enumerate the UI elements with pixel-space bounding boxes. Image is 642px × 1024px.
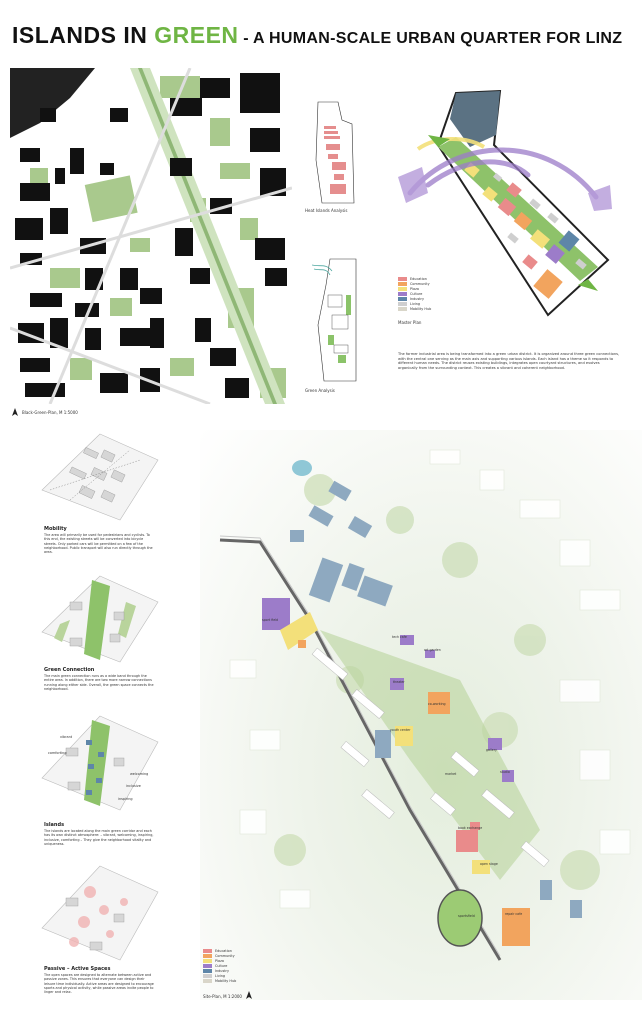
legend-swatch: [203, 959, 212, 963]
site-plan-map: [200, 430, 642, 1000]
legend-swatch: [398, 277, 407, 281]
north-arrow-icon: [246, 991, 252, 999]
legend-label: Living: [410, 301, 421, 306]
siteplan-label: studio: [500, 770, 510, 774]
legend-item: [203, 948, 236, 953]
legend-swatch: [398, 297, 407, 301]
siteplan-label: open stage: [480, 862, 498, 866]
north-arrow-icon: [12, 408, 18, 416]
green-connection-diagram: [40, 572, 160, 664]
master-plan-legend: [398, 276, 431, 311]
diagram-heading-green-connection: Green Connection: [44, 667, 95, 673]
green-analysis-caption: Green Analysis: [305, 388, 335, 393]
intro-text: The former industrial area is being transformed into a green urban district. It is organized around three green connections, with the central one serving as the main axis and supporting various islands. Each island has a theme so it responds to different human needs. The district reuses existing buildings, integrates open courtyard structures, and evolves organically from the surrounding context. This creates a vibrant and coherent neighborhood.: [398, 352, 620, 370]
siteplan-label: book exchange: [458, 826, 483, 830]
title-part-1: ISLANDS IN: [12, 22, 155, 48]
heat-islands-diagram: [312, 100, 358, 205]
legend-swatch: [398, 287, 407, 291]
legend-item: [398, 276, 431, 281]
green-analysis-diagram: [312, 255, 360, 383]
island-label-comforting: comforting: [48, 751, 67, 755]
legend-item: [398, 281, 431, 286]
legend-swatch: [203, 964, 212, 968]
legend-item: [398, 306, 431, 311]
passive-active-diagram: [40, 862, 160, 962]
black-green-plan-svg: [10, 68, 292, 404]
legend-label: Community: [215, 953, 235, 958]
legend-swatch: [203, 954, 212, 958]
diagram-text-passive-active: The open spaces are designed to alternate between active and passive zones. This ensures that everyone can design their leisure time individually. Active areas are designed to encourage sports and physical activity, while passive areas invite people to linger and relax.: [44, 973, 154, 995]
legend-label: Industry: [215, 968, 229, 973]
legend-swatch: [398, 292, 407, 296]
islands-diagram: [40, 712, 160, 812]
diagram-text-green-connection: The main green connection runs as a wide band through the entire area. In addition, there are two more narrow connections running along either side. Overall, the green space connects the neighborhood.: [44, 674, 154, 691]
diagram-text-islands: The islands are located along the main green corridor and each has its own distinct atmosphere: – vibrant, welcoming, inspiring, inclusive, comforting – They give the neighborhood vitality and uniqueness.: [44, 829, 154, 846]
legend-item: [203, 978, 236, 983]
island-label-welcoming: welcoming: [130, 772, 149, 776]
legend-swatch: [398, 282, 407, 286]
siteplan-label: art garden: [424, 648, 441, 652]
siteplan-label: market: [445, 772, 457, 776]
legend-label: Education: [410, 276, 427, 281]
legend-label: Education: [215, 948, 232, 953]
legend-label: Living: [215, 973, 226, 978]
legend-swatch: [398, 302, 407, 306]
site-plan-legend: [203, 948, 236, 983]
black-green-plan-map: [10, 68, 292, 404]
legend-swatch: [203, 969, 212, 973]
diagram-heading-passive-active: Passive – Active Spaces: [44, 966, 111, 972]
legend-label: Community: [410, 281, 430, 286]
siteplan-label: sport field: [262, 618, 279, 622]
site-plan-caption: Site-Plan, M 1:2000: [203, 994, 242, 999]
legend-swatch: [203, 949, 212, 953]
siteplan-label: youth center: [390, 728, 411, 732]
island-label-inspiring: inspiring: [118, 797, 133, 801]
siteplan-label: co-working: [428, 702, 446, 706]
island-label-vibrant: vibrant: [60, 735, 73, 739]
legend-item: [203, 953, 236, 958]
legend-label: Culture: [410, 291, 423, 296]
legend-swatch: [203, 979, 212, 983]
diagram-heading-islands: Islands: [44, 822, 65, 828]
legend-label: Culture: [215, 963, 228, 968]
legend-label: Plaza: [410, 286, 419, 291]
diagram-text-mobility: The area will primarily be used for pedestrians and cyclists. To this end, the existing streets will be converted into bicycle streets. Only parked cars will be permitted on a few of the neighborhood. Public transport will also run directly through the area.: [44, 533, 153, 555]
siteplan-label: theater: [393, 680, 405, 684]
master-plan-caption: Master Plan: [398, 320, 422, 325]
siteplan-label: gallery: [486, 748, 497, 752]
heat-islands-caption: Heat Islands Analysis: [305, 208, 348, 213]
legend-swatch: [203, 974, 212, 978]
diagram-heading-mobility: Mobility: [44, 526, 67, 532]
siteplan-label: sportsfield: [458, 914, 475, 918]
site-plan-svg: [200, 430, 642, 1000]
title-part-3: - A HUMAN-SCALE URBAN QUARTER FOR LINZ: [238, 30, 623, 47]
siteplan-label: tech cafe: [392, 635, 407, 639]
siteplan-label: repair cafe: [505, 912, 523, 916]
legend-label: Mobility Hub: [410, 306, 432, 311]
title-part-2: GREEN: [154, 22, 239, 48]
legend-label: Industry: [410, 296, 424, 301]
legend-swatch: [398, 307, 407, 311]
mobility-diagram: [40, 430, 160, 522]
legend-label: Mobility Hub: [215, 978, 237, 983]
island-label-inclusive: inclusive: [126, 784, 141, 788]
black-green-plan-caption: Black-Green-Plan, M 1:5000: [22, 410, 78, 415]
legend-label: Plaza: [215, 958, 224, 963]
page-title: [12, 22, 622, 49]
